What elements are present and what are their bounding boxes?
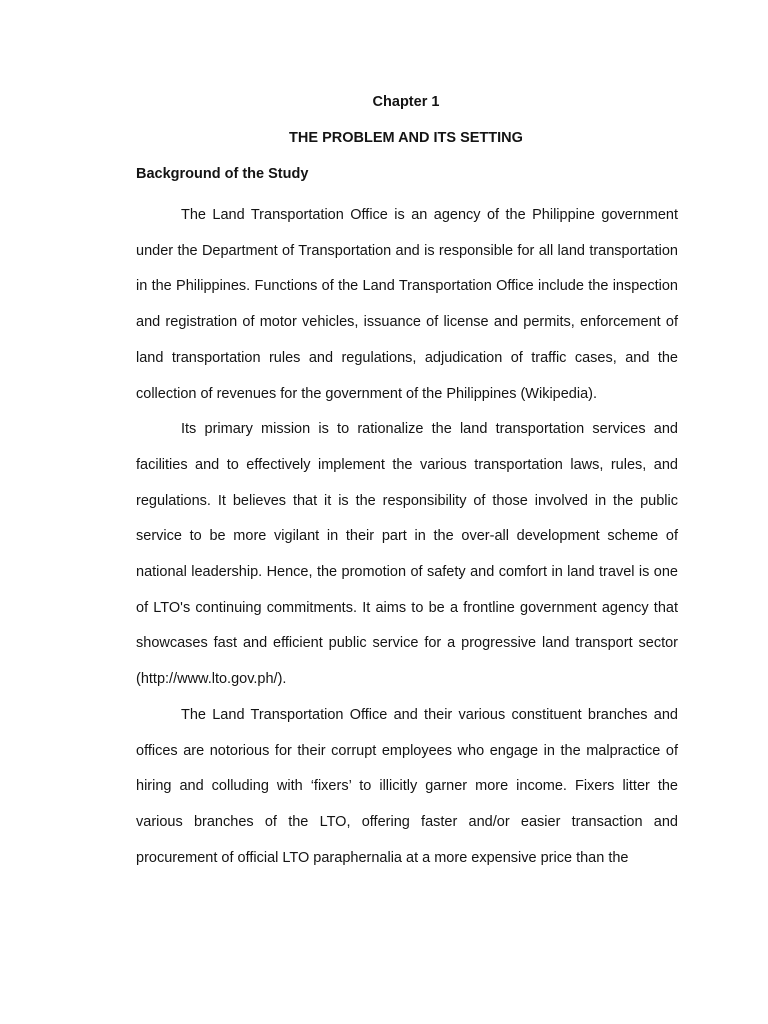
paragraph-3: The Land Transportation Office and their various constituent branches and offices are notorious for their corrupt employees who engage in the malpractice of hiring and colluding with ‘fixers’ to illicitly garner more income. Fixers litter the various branches of the LTO, offering faster and/or easier transaction and procurement of official LTO paraphernalia at a more expensive price than the [136,706,678,866]
chapter-title: THE PROBLEM AND ITS SETTING [289,130,523,146]
section-heading: Background of the Study [136,166,309,182]
chapter-label: Chapter 1 [372,94,440,110]
paragraph-2: Its primary mission is to rationalize the land transportation services and facilities and to effectively implement the various transportation laws, rules, and regulations. It believes that it is the responsibility of those involved in the public service to be more vigilant in their part in the over-all development scheme of national leadership. Hence, the promotion of safety and comfort in land travel is one of LTO's continuing commitments. It aims to be a frontline government agency that showcases fast and efficient public service for a progressive land transport sector (http://www.lto.gov.ph/). [136,421,678,688]
paragraph-1: The Land Transportation Office is an agency of the Philippine government under the Department of Transportation and is responsible for all land transportation in the Philippines. Functions of the Land Transportation Office include the inspection and registration of motor vehicles, issuance of license and permits, enforcement of land transportation rules and regulations, adjudication of traffic cases, and the collection of revenues for the government of the Philippines (Wikipedia). [136,207,678,402]
body-text [136,198,678,876]
